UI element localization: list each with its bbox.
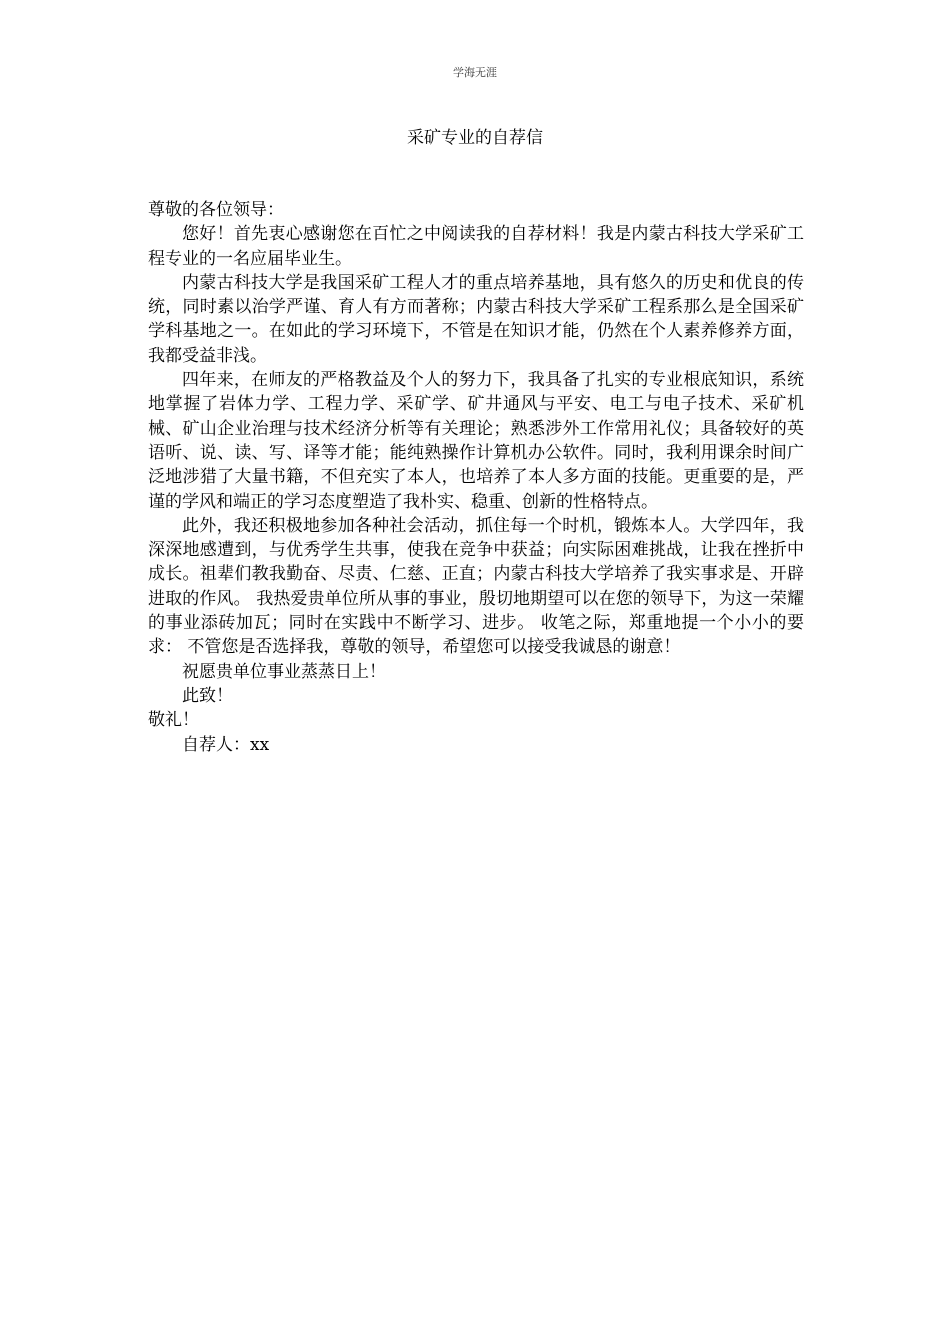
page-header: 学海无涯 xyxy=(453,66,497,79)
document-title: 采矿专业的自荐信 xyxy=(407,128,543,148)
paragraph-university: 内蒙古科技大学是我国采矿工程人才的重点培养基地，具有悠久的历史和优良的传统，同时素以治学严谨、育人有方而著称；内蒙古科技大学采矿工程系那么是全国采矿学科基地之一。在如此的学习环境下，不管是在知识才能，仍然在个人素养修养方面，我都受益非浅。 xyxy=(148,272,804,366)
paragraph-skills: 四年来，在师友的严格教益及个人的努力下，我具备了扎实的专业根底知识，系统地掌握了岩体力学、工程力学、采矿学、矿井通风与平安、电工与电子技术、采矿机械、矿山企业治理与技术经济分析等有关理论；熟悉涉外工作常用礼仪；具备较好的英语听、说、读、写、译等才能；能纯熟操作计算机办公软件。同时，我利用课余时间广泛地涉猎了大量书籍，不但充实了本人，也培养了本人多方面的技能。更重要的是，严谨的学风和端正的学习态度塑造了我朴实、稳重、创新的性格特点。 xyxy=(148,370,804,512)
letter-body xyxy=(148,198,804,757)
paragraph-wish: 祝愿贵单位事业蒸蒸日上！ xyxy=(182,661,386,682)
salutation: 尊敬的各位领导： xyxy=(148,200,284,220)
paragraph-greeting: 您好！首先衷心感谢您在百忙之中阅读我的自荐材料！我是内蒙古科技大学采矿工程专业的一名应届毕业生。 xyxy=(148,224,804,269)
paragraph-regards: 此致！ xyxy=(182,685,233,706)
paragraph-activities: 此外，我还积极地参加各种社会活动，抓住每一个时机，锻炼本人。大学四年，我深深地感遭到，与优秀学生共事，使我在竞争中获益；向实际困难挑战，让我在挫折中成长。祖辈们教我勤奋、尽责、仁慈、正直；内蒙古科技大学培养了我实事求是、开辟进取的作风。 我热爱贵单位所从事的事业，殷切地期望可以在您的领导下，为这一荣耀的事业添砖加瓦；同时在实践中不断学习、进步。 收笔之际，郑重地提一个小小的要求： 不管您是否选择我，尊敬的领导，希望您可以接受我诚恳的谢意！ xyxy=(148,515,804,658)
signature: 自荐人：xx xyxy=(182,734,270,755)
closing: 敬礼！ xyxy=(148,710,199,731)
